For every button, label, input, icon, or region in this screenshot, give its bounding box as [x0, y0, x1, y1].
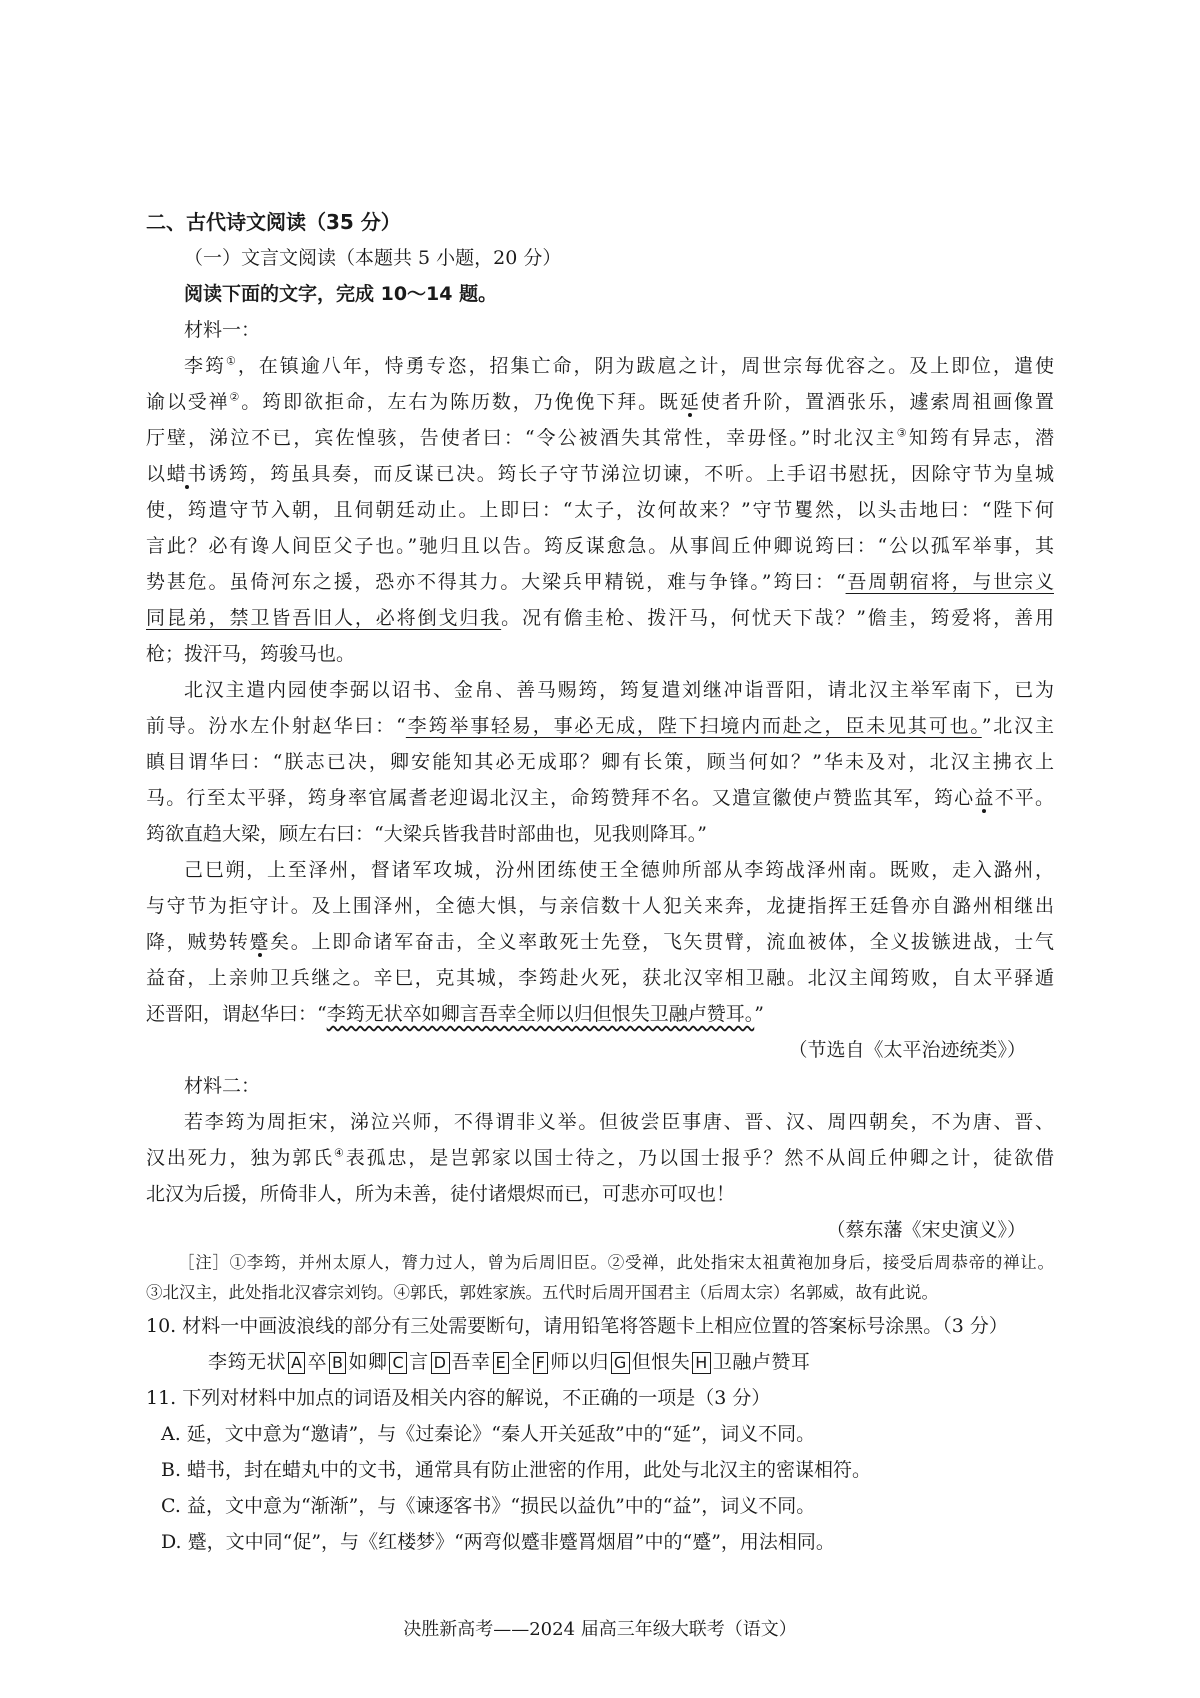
- page-content: [146, 204, 1054, 1560]
- text-line: 筠欲直趋大梁，顾左右曰：“大梁兵皆我昔时部曲也，见我则降耳。”: [146, 823, 707, 845]
- section-title: 二、古代诗文阅读（35 分）: [146, 210, 401, 234]
- question-11-stem: 11. 下列对材料中加点的词语及相关内容的解说，不正确的一项是（3 分）: [146, 1387, 771, 1409]
- wavy-underlined-text: 李筠无状卒如卿言吾幸全师以归但恨失卫融卢赞耳。: [326, 1003, 755, 1025]
- answer-box-d[interactable]: D: [431, 1352, 450, 1374]
- text-line: 益奋，上亲帅卫兵继之。辛巳，克其城，李筠赴火死，获北汉宰相卫融。北汉主闻筠败，自太平驿遁: [146, 967, 1054, 989]
- answer-box-b[interactable]: B: [329, 1352, 346, 1374]
- underlined-text: 同昆弟，禁卫皆吾旧人，必将倒戈归我: [146, 607, 502, 629]
- text-line: 使，筠遣守节入朝，且伺朝廷动止。上即曰：“太子，汝何故来？”守节矍然，以头击地曰：“陛下何: [146, 499, 1054, 521]
- text-line: 言此？必有谗人间臣父子也。”驰归且以告。筠反谋愈急。从事闾丘仲卿说筠曰：“公以孤军举事，其: [146, 535, 1054, 557]
- answer-box-a[interactable]: A: [288, 1352, 305, 1374]
- material1-paragraph-1: [146, 348, 1054, 672]
- text-line: 汉出死力，独为郭氏④表孤忠，是岂郭家以国士待之，乃以国士报乎？然不从闾丘仲卿之计，徒欲借: [146, 1146, 1054, 1169]
- footnote-mark: ①: [225, 354, 238, 368]
- question-10-sentence: 李筠无状 A 卒 B 如卿 C 言 D 吾幸 E 全 F 师以归 G 但恨失 H 卫融卢赞耳: [208, 1351, 811, 1373]
- text-line: 己巳朔，上至泽州，督诸军攻城，汾州团练使王全德帅所部从李筠战泽州南。既败，走入潞州，: [184, 859, 1054, 881]
- text-line: 还晋阳，谓赵华曰：“李筠无状卒如卿言吾幸全师以归但恨失卫融卢赞耳。”: [146, 1003, 764, 1025]
- question-11-option-d[interactable]: D. 蹙，文中同“促”，与《红楼梦》“两弯似蹙非蹙罥烟眉”中的“蹙”，用法相同。: [161, 1531, 835, 1553]
- instruction: 阅读下面的文字，完成 10～14 题。: [184, 283, 498, 305]
- text-line: 以蜡书诱筠，筠虽具奏，而反谋已决。筠长子守节涕泣切谏，不听。上手诏书慰抚，因除守节为皇城: [146, 463, 1054, 485]
- notes-line: ［注］①李筠，并州太原人，膂力过人，曾为后周旧臣。②受禅，此处指宋太祖黄袍加身后，接受后周恭帝的禅让。: [178, 1253, 1054, 1272]
- answer-box-g[interactable]: G: [611, 1352, 630, 1374]
- question-11-option-c[interactable]: C. 益，文中意为“渐渐”，与《谏逐客书》“损民以益仇”中的“益”，词义不同。: [161, 1495, 816, 1517]
- text-line: 前导。汾水左仆射赵华曰：“李筠举事轻易，事必无成，陛下扫境内而赴之，臣未见其可也。”北汉主: [146, 715, 1054, 737]
- text-line: 同昆弟，禁卫皆吾旧人，必将倒戈归我。况有儋圭枪、拨汗马，何忧天下哉？”儋圭，筠爱将，善用: [146, 607, 1054, 629]
- notes-line: ③北汉主，此处指北汉睿宗刘钧。④郭氏，郭姓家族。五代时后周开国君主（后周太宗）名郭威，故有此说。: [146, 1283, 938, 1302]
- text-line: 北汉主遣内园使李弼以诏书、金帛、善马赐筠，筠复遣刘继冲诣晋阳，请北汉主举军南下，已为: [184, 679, 1054, 701]
- question-11-option-a[interactable]: A. 延，文中意为“邀请”，与《过秦论》“秦人开关延敌”中的“延”，词义不同。: [161, 1423, 816, 1445]
- material1-label: 材料一：: [184, 319, 261, 341]
- text-line: 与守节为拒守计。及上围泽州，全德大惧，与亲信数十人犯关来奔，龙捷指挥王廷鲁亦自潞州相继出: [146, 895, 1054, 917]
- question-11-option-b[interactable]: B. 蜡书，封在蜡丸中的文书，通常具有防止泄密的作用，此处与北汉主的密谋相符。: [161, 1459, 872, 1481]
- subsection-title: （一）文言文阅读（本题共 5 小题，20 分）: [184, 247, 562, 269]
- text-line: 若李筠为周拒宋，涕泣兴师，不得谓非义举。但彼尝臣事唐、晋、汉、周四朝矣，不为唐、晋、: [184, 1111, 1054, 1133]
- material2-paragraph: [146, 1104, 1054, 1212]
- material2-source: （蔡东藩《宋史演义》）: [826, 1219, 1026, 1241]
- material2-label: 材料二：: [184, 1075, 261, 1097]
- dotted-word: 蜡书: [166, 463, 209, 485]
- answer-box-e[interactable]: E: [493, 1352, 510, 1374]
- dotted-word: 延: [679, 391, 701, 413]
- page-footer: 决胜新高考——2024 届高三年级大联考（语文）: [403, 1619, 797, 1640]
- footnote-mark: ③: [896, 426, 909, 440]
- underlined-text: 李筠举事轻易，事必无成，陛下扫境内而赴之，臣未见其可也。: [405, 715, 982, 737]
- underlined-text: 吾周朝宿将，与世宗义: [845, 571, 1054, 593]
- answer-box-c[interactable]: C: [389, 1352, 407, 1374]
- footnote-mark: ④: [333, 1146, 346, 1160]
- dotted-word: 益: [974, 787, 995, 809]
- material1-source: （节选自《太平治迹统类》）: [788, 1039, 1026, 1061]
- answer-box-h[interactable]: H: [692, 1352, 711, 1374]
- text-line: 瞋目谓华曰：“朕志已决，卿安能知其必无成耶？卿有长策，顾当何如？”华未及对，北汉主拂衣上: [146, 751, 1054, 773]
- answer-box-f[interactable]: F: [533, 1352, 549, 1374]
- dotted-word: 蹙: [249, 931, 271, 953]
- text-line: 马。行至太平驿，筠身率官属耆老迎谒北汉主，命筠赞拜不名。又遣宣徽使卢赞监其军，筠心益不平。: [146, 787, 1054, 809]
- material1-paragraph-3: [146, 852, 1054, 1032]
- text-line: 李筠①，在镇逾八年，恃勇专恣，招集亡命，阴为跋扈之计，周世宗每优容之。及上即位，遣使: [184, 354, 1054, 377]
- text-line: 北汉为后援，所倚非人，所为未善，徒付诸煨烬而已，可悲亦可叹也！: [146, 1183, 736, 1205]
- text-line: 枪；拨汗马，筠骏马也。: [146, 643, 356, 665]
- text-line: 厅壁，涕泣不已，宾佐惶骇，告使者曰：“令公被酒失其常性，幸毋怪。”时北汉主③知筠有异志，潜: [146, 426, 1054, 449]
- question-10-stem: 10. 材料一中画波浪线的部分有三处需要断句，请用铅笔将答题卡上相应位置的答案标号涂黑。（3 分）: [146, 1315, 1008, 1337]
- text-line: 降，贼势转蹙矣。上即命诸军奋击，全义率敢死士先登，飞矢贯臂，流血被体，全义拔镞进战，士气: [146, 931, 1054, 953]
- material1-paragraph-2: [146, 672, 1054, 852]
- footnote-mark: ②: [229, 390, 242, 404]
- text-line: 势甚危。虽倚河东之援，恐亦不得其力。大梁兵甲精锐，难与争锋。”筠曰：“吾周朝宿将，与世宗义: [146, 571, 1054, 593]
- text-line: 谕以受禅②。筠即欲拒命，左右为陈历数，乃俛俛下拜。既延使者升阶，置酒张乐，遽索周祖画像置: [146, 390, 1054, 413]
